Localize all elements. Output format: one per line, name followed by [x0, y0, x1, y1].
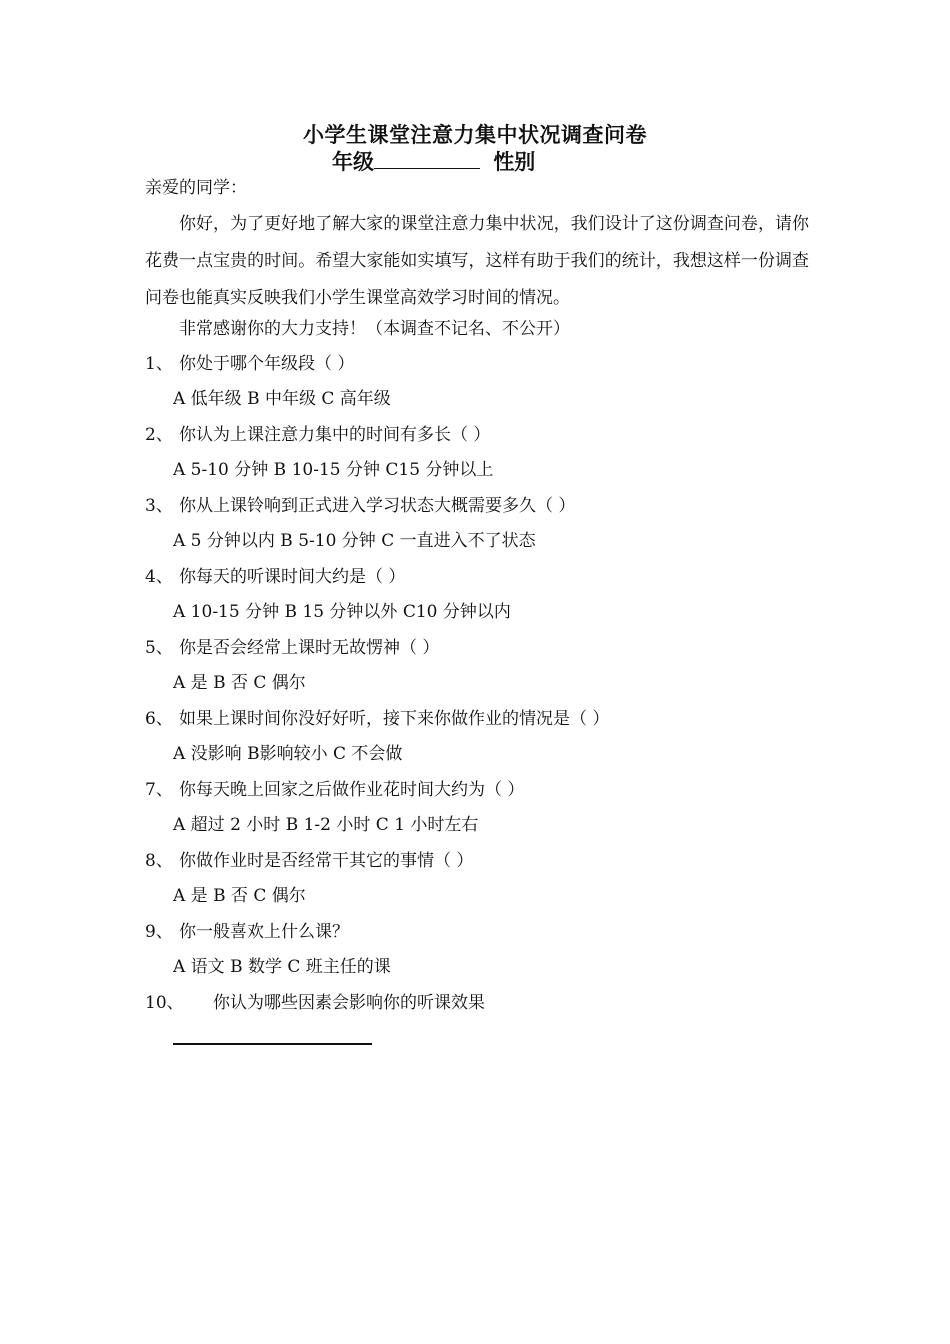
question-number: 9、 — [145, 922, 173, 942]
question-7 — [145, 777, 524, 803]
question-text: 你每天的听课时间大约是（ ） — [179, 567, 406, 587]
question-1 — [145, 351, 354, 377]
grade-label: 年级 — [332, 149, 374, 174]
question-text: 你做作业时是否经常干其它的事情（ ） — [179, 851, 474, 871]
question-text: 你处于哪个年级段（ ） — [179, 354, 355, 374]
question-5 — [145, 635, 439, 661]
question-number: 8、 — [145, 851, 173, 871]
question-number: 7、 — [145, 780, 173, 800]
question-4 — [145, 564, 405, 590]
question-5-options: A 是 B 否 C 偶尔 — [173, 673, 306, 693]
question-text: 你一般喜欢上什么课？ — [179, 922, 349, 942]
thanks-line: 非常感谢你的大力支持！（本调查不记名、不公开） — [179, 319, 570, 339]
gender-label: 性别 — [493, 149, 536, 174]
question-2-options: A 5-10 分钟 B 10-15 分钟 C15 分钟以上 — [173, 460, 494, 480]
question-8-options: A 是 B 否 C 偶尔 — [173, 886, 306, 906]
question-number: 2、 — [145, 425, 173, 445]
grade-blank[interactable] — [374, 148, 480, 169]
question-3 — [145, 493, 575, 519]
question-number: 6、 — [145, 709, 173, 729]
question-number: 10、 — [145, 993, 184, 1013]
question-6 — [145, 706, 609, 732]
question-text: 你是否会经常上课时无故愣神（ ） — [179, 638, 440, 658]
intro-paragraph: 你好，为了更好地了解大家的课堂注意力集中状况，我们设计了这份调查问卷，请你花费一点宝贵的时间。希望大家能如实填写，这样有助于我们的统计，我想这样一份调查问卷也能真实反映我们小学生课堂高效学习时间的情况。 — [145, 214, 809, 308]
question-number: 1、 — [145, 354, 173, 374]
question-8 — [145, 848, 473, 874]
question-text: 你从上课铃响到正式进入学习状态大概需要多久（ ） — [179, 496, 576, 516]
page-title: 小学生课堂注意力集中状况调查问卷 — [303, 122, 647, 147]
question-10 — [145, 990, 485, 1016]
question-text: 你认为上课注意力集中的时间有多长（ ） — [179, 425, 491, 445]
question-text: 你认为哪些因素会影响你的听课效果 — [213, 993, 485, 1013]
question-6-options: A 没影响 B影响较小 C 不会做 — [173, 744, 403, 764]
grade-gender-line — [332, 147, 535, 177]
question-2 — [145, 422, 490, 448]
question-7-options: A 超过 2 小时 B 1-2 小时 C 1 小时左右 — [173, 815, 479, 835]
question-9-options: A 语文 B 数学 C 班主任的课 — [173, 957, 391, 977]
question-number: 3、 — [145, 496, 173, 516]
question-4-options: A 10-15 分钟 B 15 分钟以外 C10 分钟以内 — [173, 602, 511, 622]
question-number: 4、 — [145, 567, 173, 587]
greeting: 亲爱的同学： — [145, 178, 247, 198]
question-number: 5、 — [145, 638, 173, 658]
question-text: 如果上课时间你没好好听，接下来你做作业的情况是（ ） — [179, 709, 610, 729]
question-9 — [145, 919, 349, 945]
question-1-options: A 低年级 B 中年级 C 高年级 — [173, 389, 391, 409]
question-3-options: A 5 分钟以内 B 5-10 分钟 C 一直进入不了状态 — [173, 531, 536, 551]
question-text: 你每天晚上回家之后做作业花时间大约为（ ） — [179, 780, 525, 800]
answer-blank-line[interactable] — [173, 1043, 372, 1045]
